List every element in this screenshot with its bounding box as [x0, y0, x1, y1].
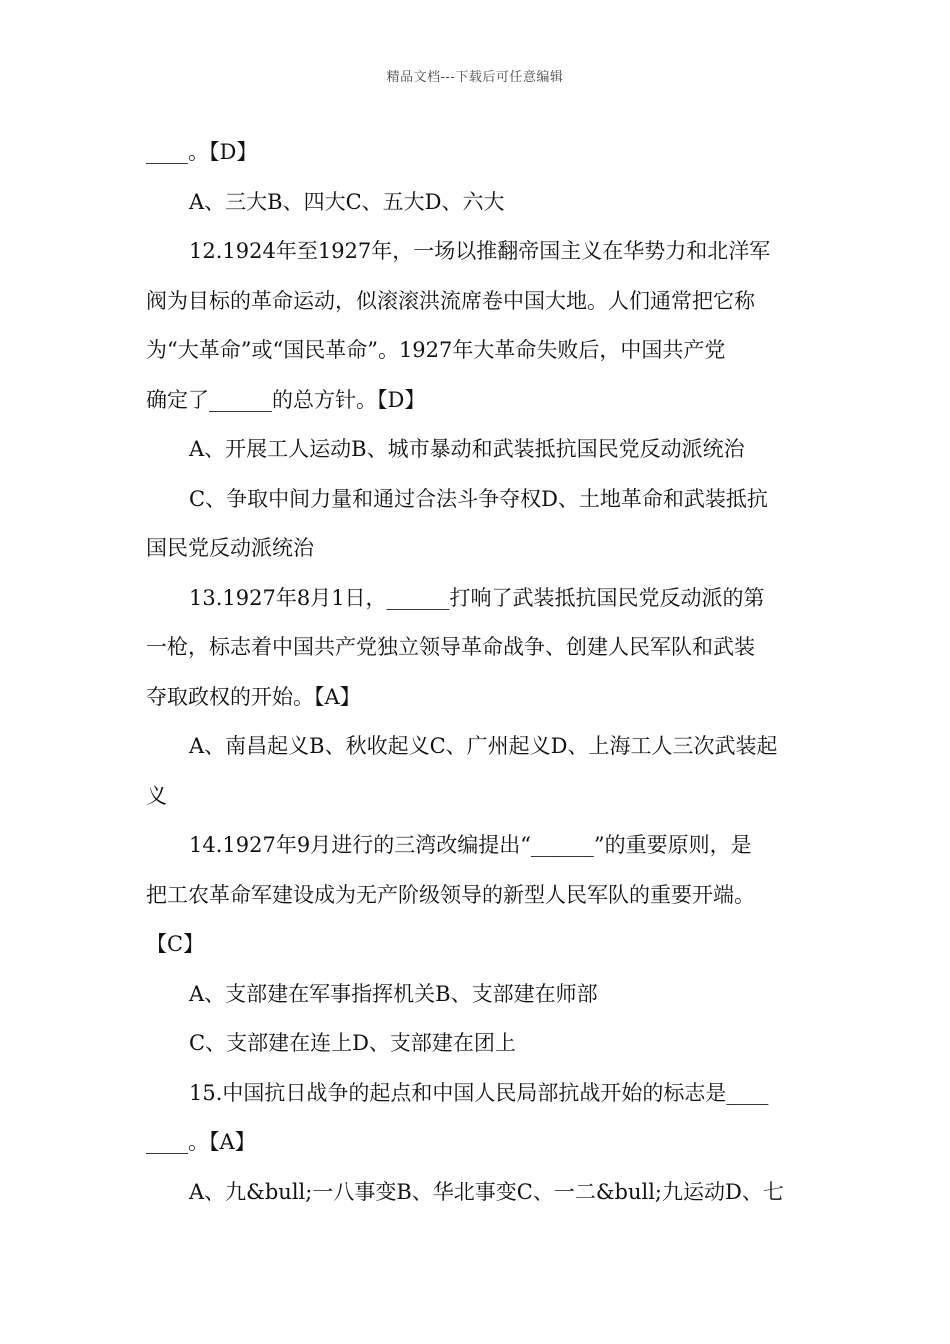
question-15: 15.中国抗日战争的起点和中国人民局部抗战开始的标志是____ [189, 1080, 769, 1105]
question-14: 14.1927年9月进行的三湾改编提出“______”的重要原则，是 [189, 833, 752, 857]
options-line: A、开展工人运动B、城市暴动和武装抵抗国民党反动派统治 [189, 437, 745, 461]
text-line: 夺取政权的开始。【A】 [146, 684, 361, 709]
document-body [146, 128, 810, 1217]
options-line: A、南昌起义B、秋收起义C、广州起义D、上海工人三次武装起 [189, 734, 778, 758]
text-line: A、三大B、四大C、五大D、六大 [189, 189, 505, 214]
answer-line: 【C】 [146, 932, 205, 956]
options-line: C、支部建在连上D、支部建在团上 [189, 1031, 516, 1055]
text-line: 国民党反动派统治 [146, 536, 314, 560]
text-line: 为“大革命”或“国民革命”。1927年大革命失败后，中国共产党 [146, 338, 726, 362]
question-13: 13.1927年8月1日，______打响了武装抵抗国民党反动派的第 [189, 585, 765, 610]
page-header: 精品文档---下载后可任意编辑 [386, 70, 564, 85]
options-line: C、争取中间力量和通过合法斗争夺权D、土地革命和武装抵抗 [189, 486, 768, 511]
text-line: 一枪，标志着中国共产党独立领导革命战争、创建人民军队和武装 [146, 635, 755, 659]
question-12: 12.1924年至1927年，一场以推翻帝国主义在华势力和北洋军 [189, 239, 771, 263]
text-line: ____。【D】 [146, 140, 258, 164]
text-line: 把工农革命军建设成为无产阶级领导的新型人民军队的重要开端。 [146, 882, 755, 907]
options-line: A、支部建在军事指挥机关B、支部建在师部 [189, 981, 598, 1006]
text-line: 确定了______的总方针。【D】 [146, 387, 426, 412]
text-line: ____。【A】 [146, 1130, 256, 1154]
options-line: A、九&bull;一八事变B、华北事变C、一二&bull;九运动D、七 [189, 1179, 784, 1204]
text-line: 阀为目标的革命运动，似滚滚洪流席卷中国大地。人们通常把它称 [146, 288, 755, 313]
text-line: 义 [146, 783, 167, 808]
